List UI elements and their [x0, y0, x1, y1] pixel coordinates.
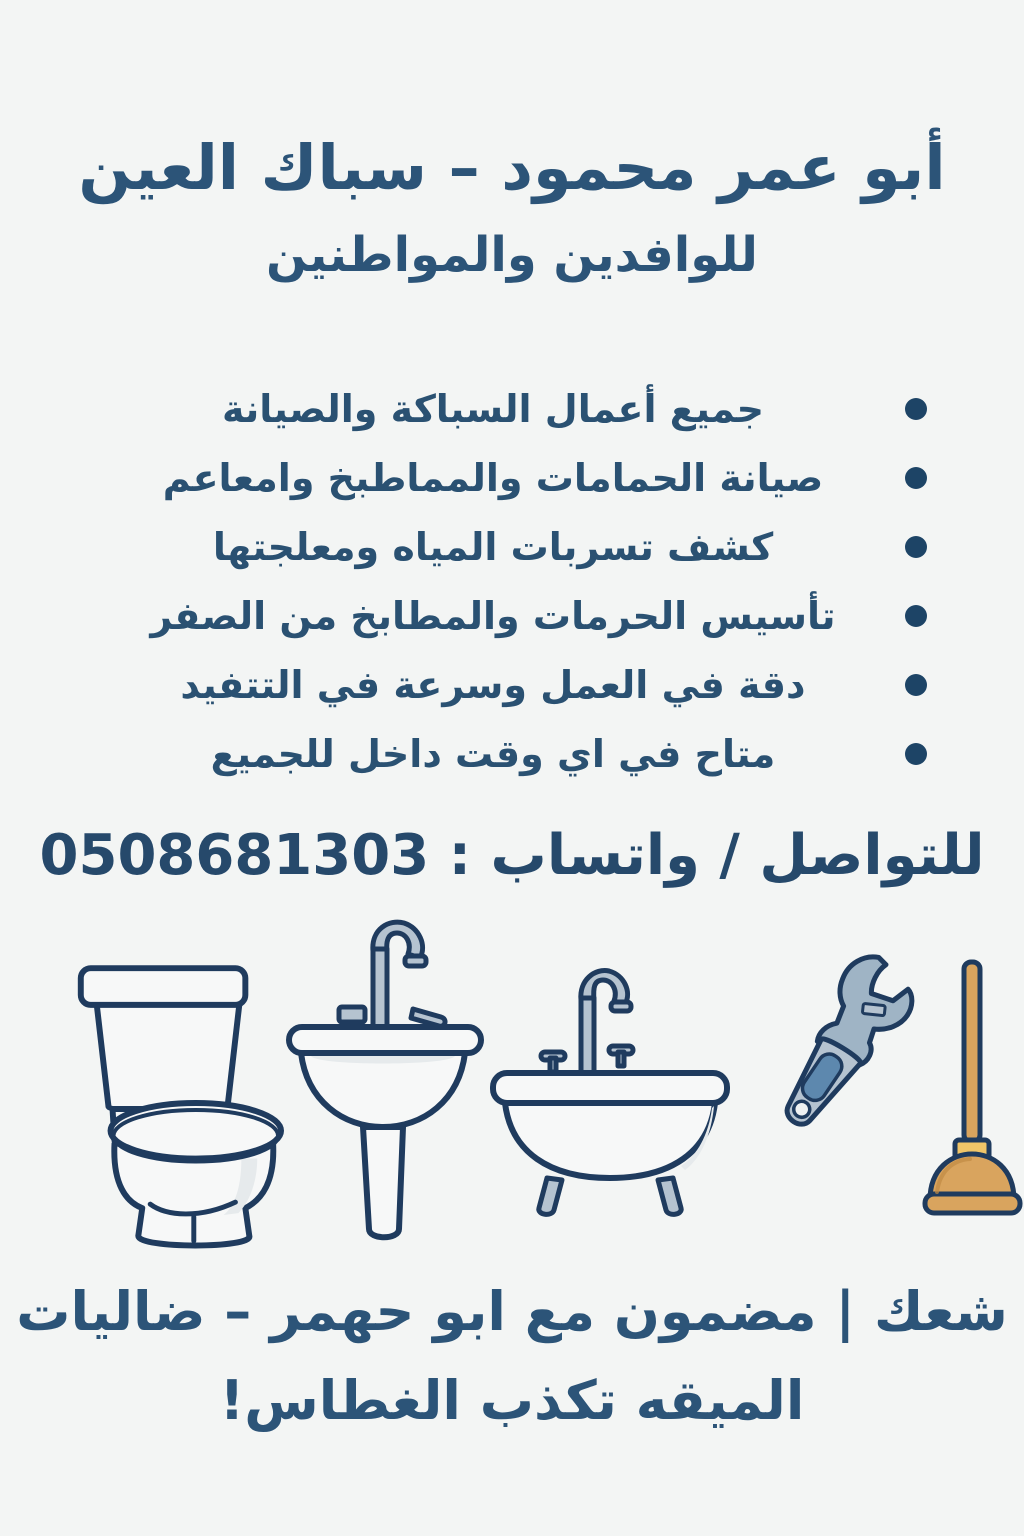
adjustable-wrench-icon: [735, 946, 920, 1146]
flyer-title: أبو عمر محمود – سباك العين: [78, 131, 946, 204]
service-text: متاح في اي وقت داخل للجميع: [210, 732, 776, 777]
bullet-icon: [905, 743, 927, 765]
service-text: جميع أعمال السباكة والصيانة: [221, 387, 765, 432]
contact-whatsapp-line: للتواصل / واتساب : 0508681303: [39, 822, 985, 888]
plumbing-illustrations: [57, 914, 967, 1254]
bullet-icon: [905, 674, 927, 696]
service-text: كشف تسربات المياه ومعلجتها: [212, 525, 774, 570]
toilet-icon: [57, 959, 285, 1254]
footer-slogan-line1: شعك | مضمون مع ابو حهمر – ضاليات: [16, 1279, 1008, 1343]
pedestal-sink-icon: [285, 919, 485, 1246]
service-item: [97, 582, 927, 651]
bathtub-icon: [485, 968, 735, 1218]
service-item: [97, 375, 927, 444]
bullet-icon: [905, 467, 927, 489]
bullet-icon: [905, 536, 927, 558]
bullet-icon: [905, 605, 927, 627]
service-item: [97, 444, 927, 513]
bullet-icon: [905, 398, 927, 420]
services-list: [97, 375, 927, 789]
service-item: [97, 513, 927, 582]
footer-slogan-line2: الميقه تكذب الغطاس!: [219, 1368, 805, 1432]
service-text: تأسيس الحرمات والمطابخ من الصفر: [150, 594, 836, 639]
flyer-subtitle: للوافدين والمواطنين: [266, 226, 758, 283]
service-item: [97, 651, 927, 720]
service-item: [97, 720, 927, 789]
plunger-icon: [920, 958, 1024, 1210]
service-text: صيانة الحمامات والمماطبخ وامعاعم: [162, 456, 824, 501]
service-text: دقة في العمل وسرعة في التتفيد: [180, 663, 806, 708]
